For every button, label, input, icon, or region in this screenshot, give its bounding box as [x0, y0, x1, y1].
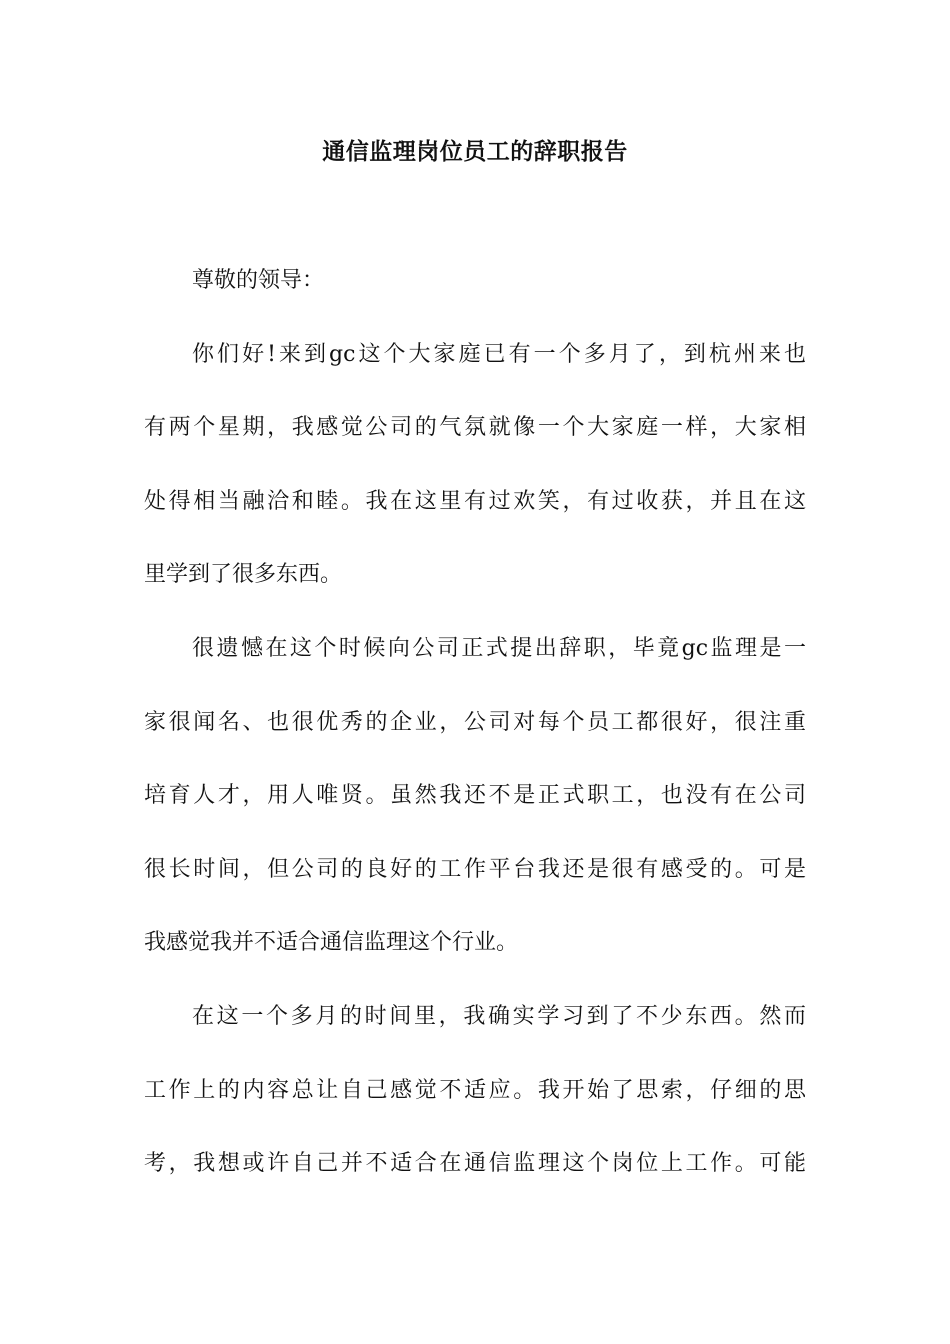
paragraph-2-line-3: 培育人才，用人唯贤。虽然我还不是正式职工，也没有在公司	[144, 783, 806, 809]
paragraph-1-line-3: 处得相当融洽和睦。我在这里有过欢笑，有过收获，并且在这	[144, 488, 806, 514]
paragraph-1-line-2: 有两个星期，我感觉公司的气氛就像一个大家庭一样，大家相	[144, 415, 806, 441]
paragraph-3-line-2: 工作上的内容总让自己感觉不适应。我开始了思索，仔细的思	[144, 1077, 806, 1103]
paragraph-2-line-4: 很长时间，但公司的良好的工作平台我还是很有感受的。可是	[144, 856, 806, 882]
paragraph-2-line-1: 很遗憾在这个时候向公司正式提出辞职，毕竟gc监理是一	[192, 635, 806, 661]
paragraph-3-line-3: 考，我想或许自己并不适合在通信监理这个岗位上工作。可能	[144, 1151, 806, 1177]
document-body	[144, 261, 806, 1218]
salutation-line: 尊敬的领导：	[192, 268, 325, 293]
paragraph-3-line-1: 在这一个多月的时间里，我确实学习到了不少东西。然而	[192, 1003, 806, 1029]
paragraph-1-line-4: 里学到了很多东西。	[144, 562, 343, 588]
paragraph-2-line-2: 家很闻名、也很优秀的企业，公司对每个员工都很好，很注重	[144, 709, 806, 735]
document-title: 通信监理岗位员工的辞职报告	[322, 138, 628, 165]
paragraph-2-line-5: 我感觉我并不适合通信监理这个行业。	[144, 930, 519, 956]
paragraph-1-line-1: 你们好!来到gc这个大家庭已有一个多月了，到杭州来也	[192, 341, 806, 367]
